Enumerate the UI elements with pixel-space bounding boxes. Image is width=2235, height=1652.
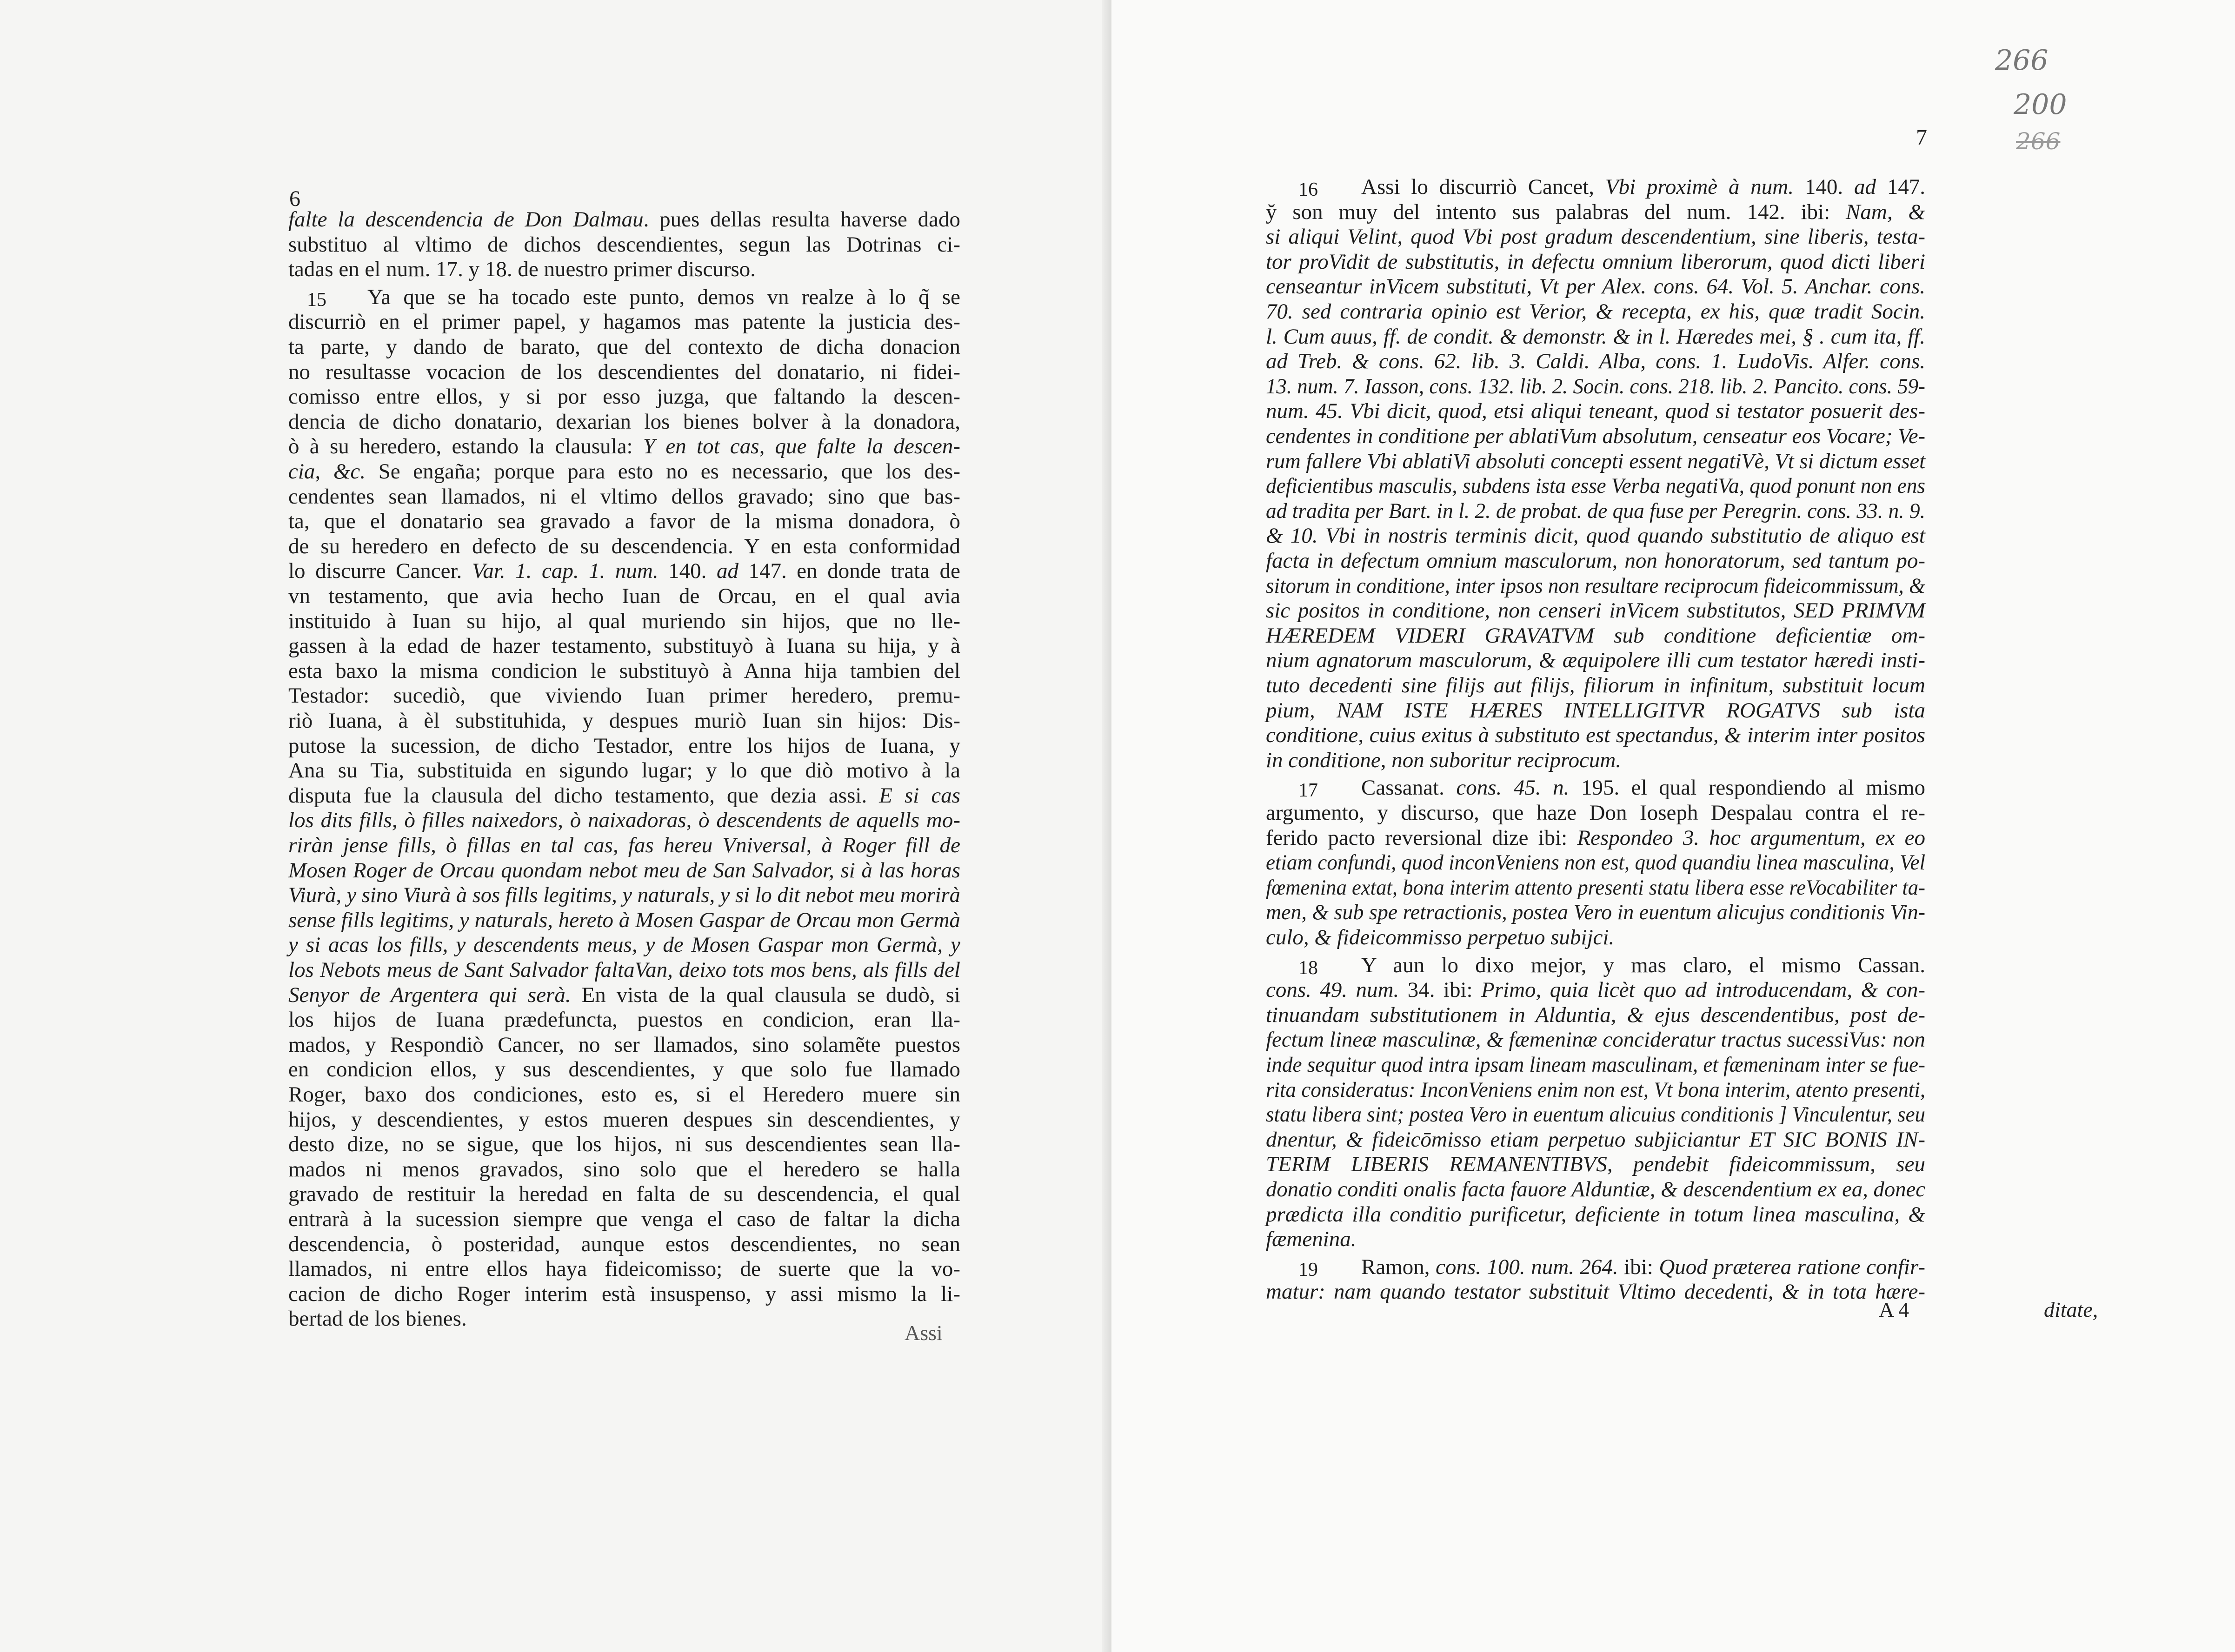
text-line <box>288 758 960 783</box>
italic-text: sense fills legitims, y naturals, hereto à Mosen Gaspar de Orcau mon Germà <box>288 908 960 932</box>
text-line <box>288 932 960 957</box>
text-line <box>288 683 960 708</box>
text-line <box>288 1032 960 1057</box>
text-line <box>288 1306 960 1331</box>
italic-text: Respondeo 3. hoc argumentum, ex eo <box>1577 825 1926 850</box>
text-line <box>1266 424 1925 449</box>
text: mados ni menos gravados, sino solo que el heredero se halla <box>288 1157 960 1181</box>
italic-text: Primo, quia licèt quo ad introducendam, & con- <box>1481 978 1925 1002</box>
text: gravado de restituir la heredad en falta de su descendencia, el qual <box>288 1182 960 1207</box>
text: ta, que el donatario sea gravado a favor de la misma donadora, ò <box>288 509 960 534</box>
text: entrarà à la sucession siempre que venga el caso de faltar la dicha <box>288 1207 960 1231</box>
text-line <box>288 1281 960 1307</box>
text: tadas en el num. 17. y 18. de nuestro primer discurso. <box>288 257 756 282</box>
text: 140. <box>658 559 717 584</box>
italic-text: etiam confundi, quod inconVeniens non est, quod quandiu linea masculina, Vel <box>1266 850 1925 875</box>
text-line <box>1266 199 1925 225</box>
text-line <box>1266 1254 1925 1280</box>
text-line <box>288 232 960 257</box>
text-line <box>288 808 960 833</box>
text-line <box>288 833 960 858</box>
text: 195. el qual respondiendo al mismo <box>1569 776 1925 800</box>
italic-text: ad <box>1854 175 1876 199</box>
text-line <box>288 1256 960 1281</box>
italic-text: Senyor de Argentera qui serà. <box>288 982 571 1007</box>
text: en condicion ellos, y sus descendientes, y que solo fue llamado <box>288 1057 960 1082</box>
text-line <box>1266 775 1925 800</box>
text-line <box>288 783 960 808</box>
italic-text: rum fallere Vbi ablatiVi absoluti concepti essent negatiVè, Vt si dictum esset <box>1266 449 1925 473</box>
text-line <box>1266 224 1925 249</box>
text: argumento, y discurso, que haze Don Ioseph Despalau contra el re- <box>1266 801 1925 825</box>
text-line <box>288 1207 960 1232</box>
text-line <box>288 558 960 584</box>
italic-text: tuto decedenti sine filijs aut filijs, filiorum in infinitum, substituit locum <box>1266 673 1925 697</box>
text-line <box>1266 324 1925 349</box>
text-line <box>1266 1077 1925 1102</box>
italic-text: los dits fills, ò filles naixedors, ò naixadoras, ò descendents de aquells mo- <box>288 808 960 833</box>
italic-text: los Nebots meus de Sant Salvador faltaVan, deixo tots mos bens, als fills del <box>288 958 960 982</box>
text: cacion de dicho Roger interim està insuspenso, y assi mismo la li- <box>288 1281 960 1306</box>
text-line <box>1266 648 1925 673</box>
italic-text: matur: nam quando testator substituit Vltimo decedenti, & in tota hære- <box>1266 1280 1925 1304</box>
text: desto dize, no se sigue, que los hijos, ni sus descendientes sean lla- <box>288 1132 960 1157</box>
text-line <box>1266 673 1925 698</box>
text-line <box>1266 1152 1925 1177</box>
text-line <box>288 858 960 883</box>
italic-text: tinuandam substitutionem in Alduntia, & ejus descendentibus, post de- <box>1266 1002 1925 1027</box>
italic-text: ad tradita per Bart. in l. 2. de probat. de qua fuse per Peregrin. cons. 33. n. 9. <box>1266 498 1925 523</box>
italic-text: inde sequitur quod intra ipsam lineam masculinam, et fæmeninam inter se fue- <box>1266 1053 1925 1077</box>
text: 34. ibi: <box>1399 978 1482 1002</box>
text-line <box>288 584 960 609</box>
text-line <box>288 309 960 334</box>
struck-handwritten-number: 266 <box>2016 128 2061 155</box>
italic-text: sic positos in conditione, non censeri inVicem substitutos, SED PRIMVM <box>1266 598 1925 623</box>
text-line <box>288 334 960 359</box>
page-number: 7 <box>1916 125 1927 150</box>
text-line <box>288 982 960 1008</box>
handwritten-folio-number: 200 <box>2014 88 2067 121</box>
text: Assi lo discurriò Cancet, <box>1361 175 1605 199</box>
text: Roger, baxo dos condiciones, esto es, si el Heredero muere sin <box>288 1082 960 1107</box>
text-line <box>1266 875 1925 900</box>
italic-text: culo, & fideicommisso perpetuo subijci. <box>1266 925 1615 949</box>
italic-text: cia, &c. <box>288 459 366 484</box>
italic-text: ad Treb. & cons. 62. lib. 3. Caldi. Alba, cons. 1. LudoVis. Alfer. cons. <box>1266 349 1925 374</box>
text: llamados, ni entre ellos haya fideicomisso; de suerte que la vo- <box>288 1257 960 1281</box>
text-line <box>288 434 960 459</box>
text: Ramon, <box>1361 1254 1436 1279</box>
text: comisso entre ellos, y si por esso juzga, que faltando la descen- <box>288 385 960 409</box>
text: Y aun lo dixo mejor, y mas claro, el mismo Cassan. <box>1361 953 1925 977</box>
paragraph-number: 17 <box>1298 780 1318 802</box>
italic-text: falte la descendencia de Don Dalmau <box>288 207 644 232</box>
text-line <box>288 459 960 484</box>
italic-text: 70. sed contraria opinio est Verior, & recepta, ex his, quæ tradit Socin. <box>1266 299 1925 324</box>
italic-text: cons. 100. num. 264. <box>1436 1254 1618 1279</box>
page-number: 6 <box>289 186 300 211</box>
text-line <box>1266 1202 1925 1227</box>
italic-text: cons. 49. num. <box>1266 978 1399 1002</box>
text-line <box>1266 498 1925 524</box>
text: esta baxo la misma condicion le substituyò à Anna hija tambien del <box>288 658 960 683</box>
italic-text: fæmenina. <box>1266 1227 1357 1252</box>
text-line <box>288 1107 960 1132</box>
text-line <box>288 609 960 634</box>
text: ibi: <box>1618 1254 1659 1279</box>
text-line <box>288 908 960 933</box>
text-line <box>1266 900 1925 925</box>
italic-text: cendentes in conditione per ablatiVum absolutum, censeatur eos Vocare; Ve- <box>1266 424 1925 448</box>
italic-text: rita consideratus: InconVeniens enim non est, Vt bona interim, atento presenti, <box>1266 1077 1925 1102</box>
text-line <box>1266 1102 1925 1127</box>
text: Testador: sucediò, que viviendo Iuan primer heredero, premu- <box>288 683 960 708</box>
text: Cassanat. <box>1361 776 1457 800</box>
italic-text: cons. 45. n. <box>1456 776 1570 800</box>
italic-text: num. 45. Vbi dicit, quod, etsi aliqui teneant, quod si testator posuerit des- <box>1266 399 1925 424</box>
text-line <box>1266 548 1925 573</box>
italic-text: prædicta illa conditio purificetur, deficiente in totum linea masculina, & <box>1266 1202 1925 1227</box>
text: cendentes sean llamados, ni el vltimo dellos gravado; sino que bas- <box>288 484 960 509</box>
text-line <box>1266 249 1925 274</box>
italic-text: E si cas <box>879 783 960 808</box>
text-line <box>288 1007 960 1032</box>
paragraph-number: 19 <box>1298 1259 1318 1280</box>
text-line <box>1266 748 1925 773</box>
text-line <box>1266 374 1925 399</box>
text: lo discurre Cancer. <box>288 559 472 584</box>
italic-text: ad <box>716 559 738 584</box>
italic-text: & 10. Vbi in nostris terminis dicit, quod quando substitutio de aliquo est <box>1266 524 1925 548</box>
italic-text: Var. 1. cap. 1. num. <box>472 559 659 584</box>
text-line <box>1266 623 1925 648</box>
italic-text: conditione, cuius exitus à substituto est spectandus, & interim inter positos <box>1266 723 1925 748</box>
text: Ana su Tia, substituida en sigundo lugar; y lo que diò motivo à la <box>288 758 960 783</box>
text-line <box>1266 299 1925 324</box>
text: 140. <box>1794 175 1854 199</box>
text: ta parte, y dando de barato, que del contexto de dicha donacion <box>288 335 960 359</box>
italic-text: Mosen Roger de Orcau quondam nebot meu de San Salvador, si à las horas <box>288 858 960 882</box>
italic-text: si aliqui Velint, quod Vbi post gradum descendentium, sine liberis, testa- <box>1266 225 1925 249</box>
text-line <box>1266 698 1925 723</box>
text-line <box>1266 925 1925 950</box>
text: Ya que se ha tocado este punto, demos vn realze à lo q̃ se <box>367 285 960 309</box>
text: dencia de dicho donatario, dexarian los bienes bolver à la donadora, <box>288 409 960 434</box>
text: discurriò en el primer papel, y hagamos mas patente la justicia des- <box>288 310 960 334</box>
catchword: Assi <box>905 1321 943 1345</box>
text-line <box>288 257 960 282</box>
italic-text: statu libera sint; postea Vero in euentum alicuius conditionis ] Vinculentur, seu <box>1266 1102 1925 1127</box>
text-line <box>288 1157 960 1182</box>
italic-text: pium, NAM ISTE HÆRES INTELLIGITVR ROGATVS sub ista <box>1266 698 1925 723</box>
paragraph-number: 16 <box>1298 179 1318 200</box>
text-line <box>1266 1127 1925 1152</box>
text: substituo al vltimo de dichos descendientes, segun las Dotrinas ci- <box>288 232 960 257</box>
text: instituido à Iuan su hijo, al qual muriendo sin hijos, que no lle- <box>288 609 960 633</box>
text-line <box>288 957 960 982</box>
text-line <box>1266 1002 1925 1028</box>
text-line <box>288 658 960 683</box>
text-line <box>1266 349 1925 374</box>
italic-text: donatio conditi onalis facta fauore Alduntiæ, & descendentium ex ea, donec <box>1266 1177 1925 1201</box>
text-line <box>288 207 960 232</box>
text: ferido pacto reversional dize ibi: <box>1266 825 1577 850</box>
catchword: ditate, <box>2044 1298 2098 1321</box>
handwritten-folio-number: 266 <box>1995 44 2049 77</box>
italic-text: Vbi proximè à num. <box>1605 175 1794 199</box>
text-line <box>288 409 960 434</box>
text: y̆ son muy del intento sus palabras del num. 142. ibi: <box>1266 199 1846 224</box>
italic-text: 13. num. 7. Iasson, cons. 132. lib. 2. Socin. cons. 218. lib. 2. Pancito. cons. 59- <box>1266 374 1925 398</box>
text: gassen à la edad de hazer testamento, substituyò à Iuana su hija, y à <box>288 634 960 658</box>
text-line <box>1266 398 1925 424</box>
left-page <box>0 0 1111 1652</box>
italic-text: fectum lineæ masculinæ, & fæmeninæ concideratur tractus sucessiVus: non <box>1266 1028 1925 1052</box>
italic-text: tor proVidit de substitutis, in defectu omnium liberorum, quod dicti liberi <box>1266 249 1925 274</box>
italic-text: Y en tot cas, que falte la descen- <box>643 434 961 459</box>
text: En vista de la qual clausula se dudò, si <box>571 982 960 1007</box>
text: descendencia, ò posteridad, aunque estos descendientes, no sean <box>288 1232 960 1256</box>
italic-text: dnentur, & fideicōmisso etiam perpetuo subjiciantur ET SIC BONIS IN- <box>1266 1127 1925 1152</box>
text-line <box>288 1057 960 1082</box>
text-line <box>1266 473 1925 498</box>
text-line <box>1266 523 1925 548</box>
text: de su heredero en defecto de su descendencia. Y en esta conformidad <box>288 534 960 558</box>
text: 147. <box>1876 175 1926 199</box>
text-line <box>288 708 960 733</box>
text-line <box>288 1082 960 1107</box>
text: ò à su heredero, estando la clausula: <box>288 434 643 459</box>
italic-text: riràn jense fills, ò fillas en tal cas, fas hereu Vniversal, à Roger fill de <box>288 833 960 857</box>
text: disputa fue la clausula del dicho testamento, que dezia assi. <box>288 783 879 808</box>
text: los hijos de Iuana prædefuncta, puestos en condicion, eran lla- <box>288 1008 960 1032</box>
text: hijos, y descendientes, y estos mueren despues sin descendientes, y <box>288 1107 960 1132</box>
text-line <box>288 359 960 385</box>
text-line <box>288 534 960 559</box>
text-line <box>1266 977 1925 1002</box>
text-line <box>1266 174 1925 199</box>
italic-text: y si acas los fills, y descendents meus, y de Mosen Gaspar mon Germà, y <box>288 933 960 957</box>
text: riò Iuana, à èl substituhida, y despues muriò Iuan sin hijos: Dis- <box>288 709 960 733</box>
text-line <box>1266 598 1925 623</box>
text-line <box>288 882 960 908</box>
text-line <box>1266 953 1925 978</box>
text: no resultasse vocacion de los descendientes del donatario, ni fidei- <box>288 359 960 384</box>
text-line <box>1266 449 1925 474</box>
italic-text: l. Cum auus, ff. de condit. & demonstr. & in l. Hæredes mei, § . cum ita, ff. <box>1266 324 1925 349</box>
paragraph-number: 18 <box>1298 957 1318 979</box>
text: vn testamento, que avia hecho Iuan de Orcau, en el qual avia <box>288 584 960 608</box>
italic-text: HÆREDEM VIDERI GRAVATVM sub conditione deficientiæ om- <box>1266 623 1925 648</box>
text-line <box>288 1132 960 1157</box>
text-line <box>1266 825 1925 850</box>
italic-text: fœmenina extat, bona interim attento presenti statu libera esse reVocabiliter ta- <box>1266 875 1925 900</box>
text-line <box>1266 1227 1925 1252</box>
text-line <box>1266 723 1925 748</box>
text-line <box>288 509 960 534</box>
italic-text: men, & sub spe retractionis, postea Vero in euentum alicujus conditionis Vin- <box>1266 900 1925 925</box>
text-line <box>288 285 960 310</box>
text-line <box>288 1232 960 1257</box>
text: Se engaña; porque para esto no es necessario, que los des- <box>366 459 961 484</box>
text-line <box>288 1181 960 1207</box>
text-line <box>1266 850 1925 875</box>
text-line <box>1266 1027 1925 1052</box>
text-line <box>1266 1177 1925 1202</box>
paragraph-number: 15 <box>307 289 326 311</box>
italic-text: nium agnatorum masculorum, & æquipolere illi cum testator hæredi insti- <box>1266 648 1925 673</box>
text: mados, y Respondiò Cancer, no ser llamados, sino solamẽte puestos <box>288 1032 960 1057</box>
text-line <box>1266 573 1925 598</box>
text-line <box>288 484 960 509</box>
italic-text: in conditione, non suboritur reciprocum. <box>1266 748 1622 772</box>
italic-text: Viurà, y sino Viurà à sos fills legitims, y naturals, y si lo dit nebot meu morirà <box>288 883 960 908</box>
italic-text: facta in defectum omnium masculorum, non honoratorum, sed tantum po- <box>1266 549 1925 573</box>
text-line <box>1266 800 1925 825</box>
text: putose la sucession, de dicho Testador, entre los hijos de Iuana, y <box>288 733 960 758</box>
text-line <box>288 733 960 758</box>
italic-text: Quod præterea ratione confir- <box>1659 1254 1925 1279</box>
right-page <box>1111 0 2235 1652</box>
italic-text: censeantur inVicem substituti, Vt per Alex. cons. 64. Vol. 5. Anchar. cons. <box>1266 274 1925 299</box>
text: 147. en donde trata de <box>738 559 961 584</box>
text-line <box>1266 1279 1925 1304</box>
signature-mark: A 4 <box>1879 1298 1909 1321</box>
text-line <box>1266 274 1925 299</box>
italic-text: deficientibus masculis, subdens ista esse Verba negatiVa, quod ponunt non ens <box>1266 474 1925 498</box>
text: bertad de los bienes. <box>288 1307 467 1331</box>
text-line <box>288 633 960 658</box>
text: . pues dellas resulta haverse dado <box>643 207 960 232</box>
italic-text: Nam, & <box>1846 199 1925 224</box>
italic-text: sitorum in conditione, inter ipsos non resultare reciprocum fideicommissum, & <box>1266 573 1925 598</box>
text-line <box>288 384 960 409</box>
text-line <box>1266 1052 1925 1077</box>
italic-text: TERIM LIBERIS REMANENTIBVS, pendebit fideicommissum, seu <box>1266 1152 1925 1177</box>
